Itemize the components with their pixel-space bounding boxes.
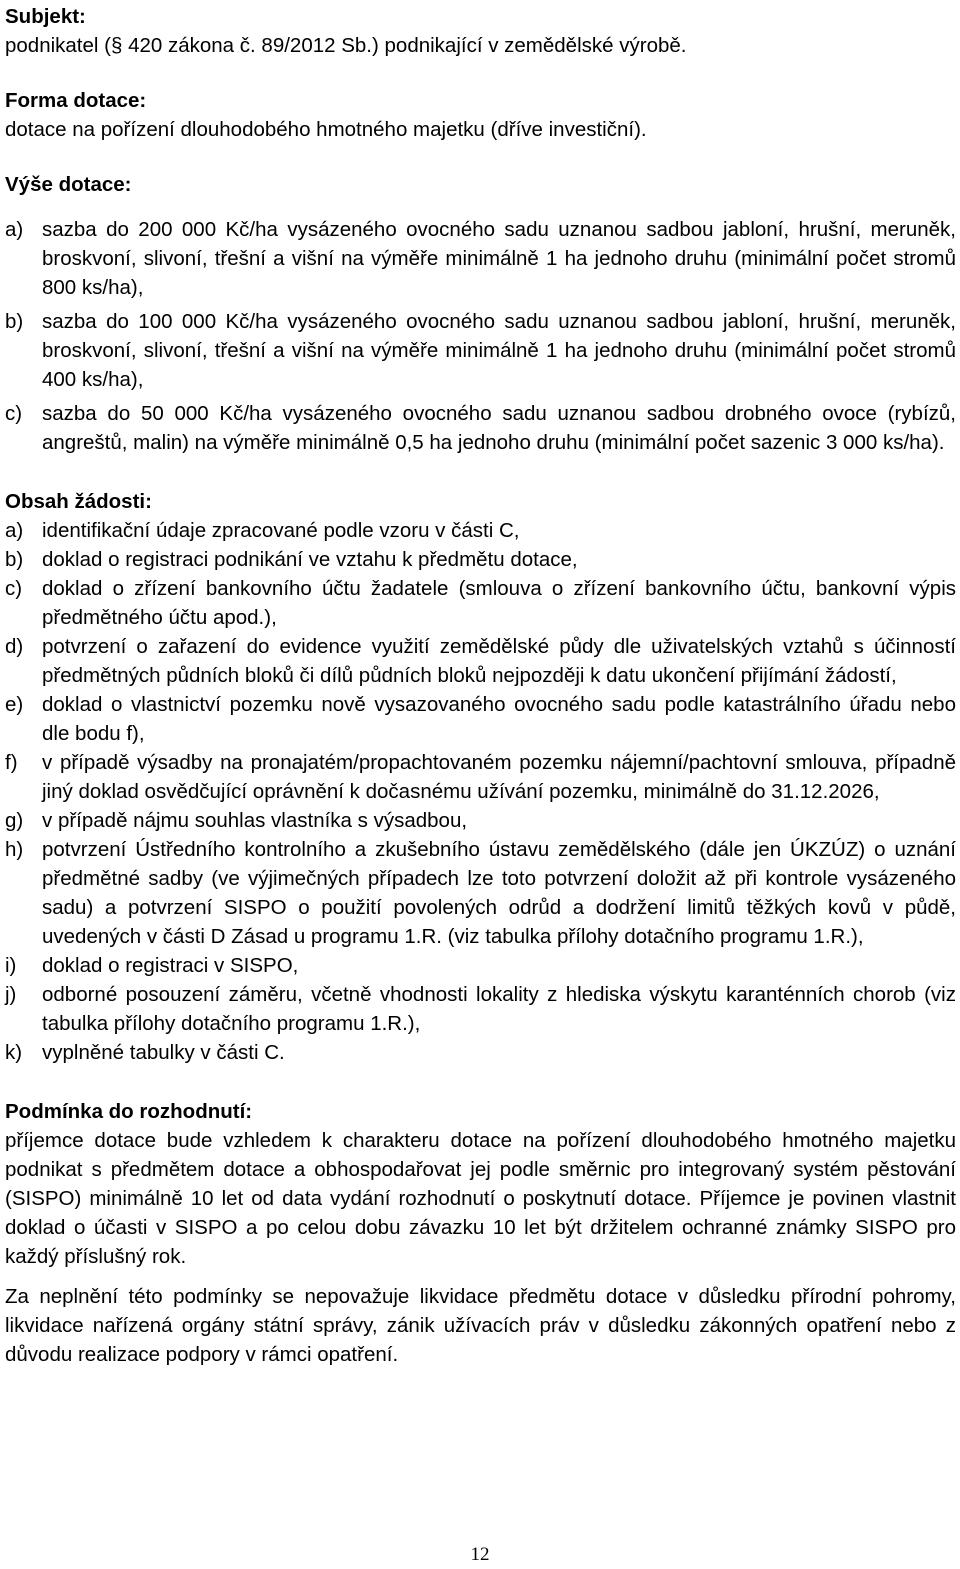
list-item: [5, 307, 956, 394]
forma-text: dotace na pořízení dlouhodobého hmotného majetku (dříve investiční).: [5, 118, 647, 141]
list-item-text: sazba do 200 000 Kč/ha vysázeného ovocného sadu uznanou sadbou jabloní, hrušní, meruněk, broskvoní, slivoní, třešní a višní na výměře minimálně 1 ha jednoho druhu (minimální počet stromů 800 ks/ha),: [42, 218, 956, 299]
list-item: [5, 545, 956, 574]
vyse-heading: Výše dotace:: [5, 173, 132, 196]
list-item-text: doklad o zřízení bankovního účtu žadatele (smlouva o zřízení bankovního účtu, bankovní výpis předmětného účtu apod.),: [42, 577, 956, 629]
list-marker: g): [5, 809, 24, 832]
list-item-text: doklad o registraci v SISPO,: [42, 954, 299, 977]
list-item-text: v případě výsadby na pronajatém/propachtovaném pozemku nájemní/pachtovní smlouva, případně jiný doklad osvědčující oprávnění k dočasnému užívání pozemku, minimálně do 31.12.2026,: [42, 751, 956, 803]
podminka-paragraph-1: příjemce dotace bude vzhledem k charakteru dotace na pořízení dlouhodobého hmotného majetku podnikat s předmětem dotace a obhospodařovat jej podle směrnic pro integrovaný systém pěstování (SISPO) minimálně 10 let od data vydání rozhodnutí o poskytnutí dotace. Příjemce je povinen vlastnit doklad o účasti v SISPO a po celou dobu závazku 10 let být držitelem ochranné známky SISPO pro každý příslušný rok.: [5, 1129, 956, 1268]
list-item-text: sazba do 50 000 Kč/ha vysázeného ovocného sadu uznanou sadbou drobného ovoce (rybízů, angreštů, malin) na výměře minimálně 0,5 ha jednoho druhu (minimální počet sazenic 3 000 ks/ha).: [42, 402, 956, 454]
list-item-text: v případě nájmu souhlas vlastníka s výsadbou,: [42, 809, 468, 832]
list-marker: a): [5, 218, 24, 241]
subjekt-text: podnikatel (§ 420 zákona č. 89/2012 Sb.) podnikající v zemědělské výrobě.: [5, 34, 687, 57]
list-marker: b): [5, 548, 24, 571]
obsah-list: [5, 516, 956, 1067]
podminka-paragraph-2: Za neplnění této podmínky se nepovažuje likvidace předmětu dotace v důsledku přírodní pohromy, likvidace nařízená orgány státní správy, zánik užívacích práv v důsledku zákonných opatření nebo z důvodu realizace podpory v rámci opatření.: [5, 1285, 956, 1366]
list-marker: k): [5, 1041, 23, 1064]
list-marker: c): [5, 402, 23, 425]
list-item: [5, 399, 956, 457]
list-item-text: odborné posouzení záměru, včetně vhodnosti lokality z hlediska výskytu karanténních chorob (viz tabulka přílohy dotačního programu 1.R.),: [42, 983, 956, 1035]
list-marker: f): [5, 751, 18, 774]
document-page: [5, 2, 956, 1369]
subjekt-heading: Subjekt:: [5, 5, 86, 28]
list-item-text: sazba do 100 000 Kč/ha vysázeného ovocného sadu uznanou sadbou jabloní, hrušní, meruněk, broskvoní, slivoní, třešní a višní na výměře minimálně 1 ha jednoho druhu (minimální počet stromů 400 ks/ha),: [42, 310, 956, 391]
list-item-text: doklad o vlastnictví pozemku nově vysazovaného ovocného sadu podle katastrálního úřadu nebo dle bodu f),: [42, 693, 956, 745]
list-item: [5, 980, 956, 1038]
list-marker: j): [5, 983, 17, 1006]
list-item: [5, 574, 956, 632]
list-item-text: identifikační údaje zpracované podle vzoru v části C,: [42, 519, 520, 542]
forma-heading: Forma dotace:: [5, 89, 147, 112]
list-item-text: vyplněné tabulky v části C.: [42, 1041, 285, 1064]
page-number: 12: [470, 1544, 490, 1565]
list-item: [5, 951, 956, 980]
podminka-heading: Podmínka do rozhodnutí:: [5, 1100, 253, 1123]
list-marker: i): [5, 954, 17, 977]
list-item: [5, 632, 956, 690]
list-item: [5, 215, 956, 302]
list-marker: a): [5, 519, 24, 542]
list-marker: h): [5, 838, 24, 861]
obsah-heading: Obsah žádosti:: [5, 490, 152, 513]
list-item-text: potvrzení o zařazení do evidence využití zemědělské půdy dle uživatelských vztahů s účinností předmětných půdních bloků či dílů půdních bloků nejpozději k datu ukončení přijímání žádostí,: [42, 635, 956, 687]
vyse-list: [5, 215, 956, 457]
list-marker: b): [5, 310, 24, 333]
list-item: [5, 835, 956, 951]
list-marker: c): [5, 577, 23, 600]
list-marker: e): [5, 693, 24, 716]
list-item: [5, 516, 956, 545]
list-marker: d): [5, 635, 24, 658]
list-item: [5, 748, 956, 806]
list-item: [5, 806, 956, 835]
list-item-text: potvrzení Ústředního kontrolního a zkušebního ústavu zemědělského (dále jen ÚKZÚZ) o uznání předmětné sadby (ve výjimečných případech lze toto potvrzení doložit až při kontrole vysázeného sadu) a potvrzení SISPO o použití povolených odrůd a dodržení limitů těžkých kovů v půdě, uvedených v části D Zásad u programu 1.R. (viz tabulka přílohy dotačního programu 1.R.),: [42, 838, 956, 948]
list-item: [5, 690, 956, 748]
list-item-text: doklad o registraci podnikání ve vztahu k předmětu dotace,: [42, 548, 578, 571]
list-item: [5, 1038, 956, 1067]
